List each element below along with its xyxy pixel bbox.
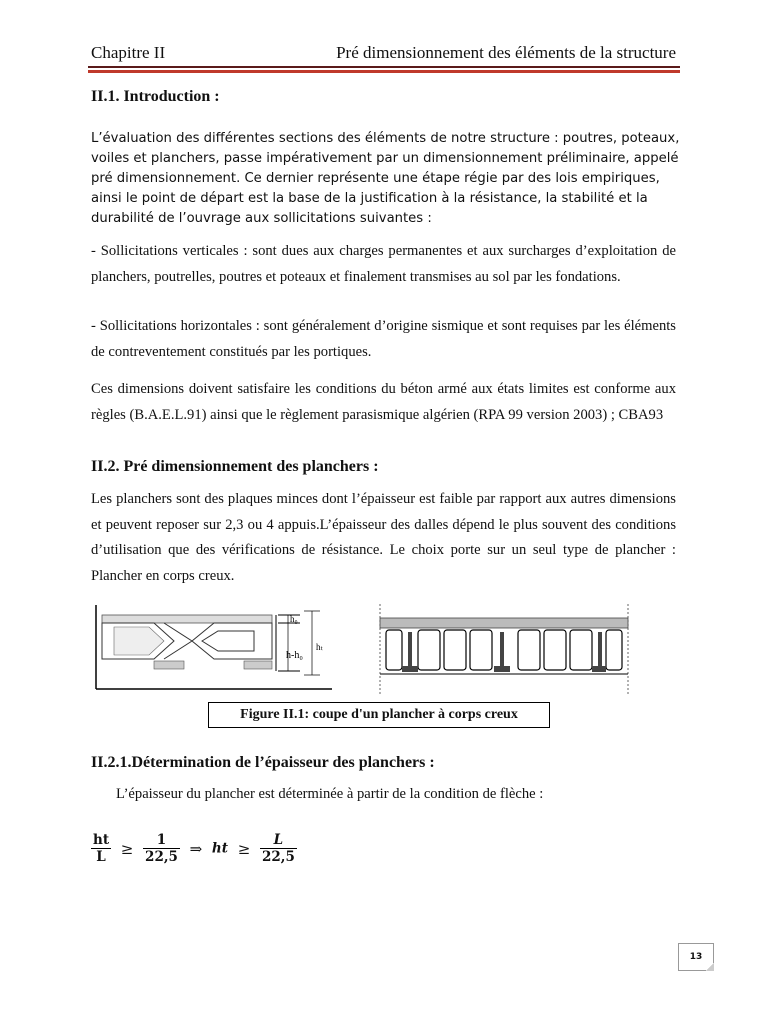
intro-line: ainsi le point de départ est la base de la justification à la résistance, la stabilité et la	[91, 191, 648, 206]
page-number: 13	[678, 943, 714, 971]
header-chapter: Chapitre II	[91, 43, 166, 62]
label-h0: h₀	[290, 614, 298, 624]
geq-symbol-2: ≥	[237, 839, 251, 858]
header-rule-dark	[88, 66, 680, 68]
deflection-formula	[91, 832, 297, 865]
intro-paragraph	[91, 129, 691, 229]
hollow-block-diagram	[378, 604, 630, 696]
thickness-heading: II.2.1.Détermination de l’épaisseur des planchers :	[91, 754, 435, 771]
floors-paragraph: Les planchers sont des plaques minces dont l’épaisseur est faible par rapport aux autres dimensions et peuvent reposer sur 2,3 ou 4 appuis.L’épaisseur des dalles dépend le plus souvent des conditions d’utilisation que des vérifications de résistance. Le choix porte sur un seul type de plancher : Plancher en corps creux.	[91, 491, 676, 584]
fraction-ht-over-l: $\frac{ht}{L}$	[93, 832, 110, 865]
intro-line: voiles et planchers, passe impérativement par un dimensionnement préliminaire, appelé	[91, 151, 679, 166]
header-rule-red	[88, 70, 680, 73]
vertical-loads-paragraph: - Sollicitations verticales : sont dues aux charges permanentes et aux surcharges d’exploitation de planchers, poutrelles, poutres et poteaux et finalement transmises au sol par les fondations.	[91, 243, 676, 285]
floors-heading: II.2. Pré dimensionnement des planchers :	[91, 458, 379, 475]
intro-heading: II.1. Introduction :	[91, 88, 220, 105]
geq-symbol: ≥	[120, 839, 134, 858]
floor-section-diagram	[94, 605, 334, 693]
intro-line: pré dimensionnement. Ce dernier représente une étape régie par des lois empiriques,	[91, 171, 660, 186]
implies-symbol: ⇒	[189, 839, 203, 858]
intro-line: L’évaluation des différentes sections des éléments de notre structure : poutres, poteaux,	[91, 131, 680, 146]
dimensions-paragraph: Ces dimensions doivent satisfaire les conditions du béton armé aux états limites est conforme aux règles (B.A.E.L.91) ainsi que le règlement parasismique algérien (RPA 99 version 2003) ; CBA93	[91, 381, 676, 423]
label-ht: hₜ	[316, 642, 324, 652]
label-h-minus-h0: h-h₀	[286, 650, 303, 661]
thickness-paragraph: L’épaisseur du plancher est déterminée à partir de la condition de flèche :	[116, 786, 544, 802]
header-title: Pré dimensionnement des éléments de la structure	[336, 43, 676, 62]
fraction-l-over-22-5: $\frac{L}{22,5}$	[261, 832, 295, 865]
fraction-one-over-22-5: $\frac{1}{22,5}$	[145, 832, 178, 865]
intro-line: durabilité de l’ouvrage aux sollicitations suivantes :	[91, 211, 432, 226]
ht-symbol: ht	[211, 840, 228, 857]
figure-caption: Figure II.1: coupe d'un plancher à corps creux	[208, 702, 550, 728]
horizontal-loads-paragraph: - Sollicitations horizontales : sont généralement d’origine sismique et sont requises par les éléments de contreventement constitués par les portiques.	[91, 318, 676, 360]
